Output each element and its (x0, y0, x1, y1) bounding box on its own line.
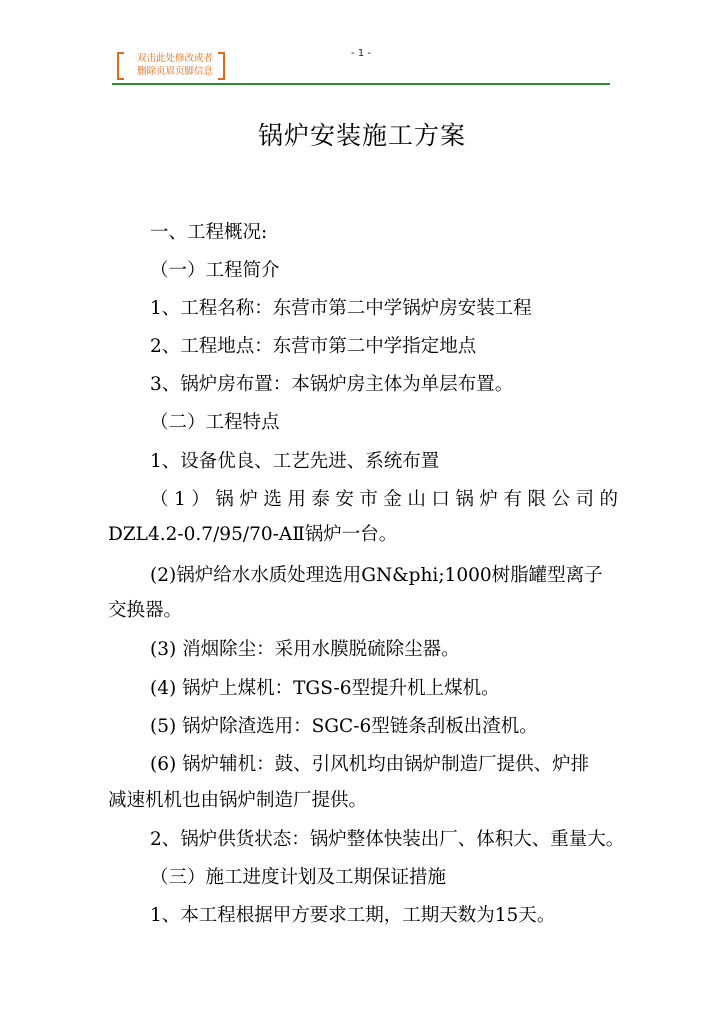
subsection-heading-schedule: （三）施工进度计划及工期保证措施 (150, 867, 447, 888)
paragraph-item-2-line-1: (2)锅炉给水水质处理选用GN&phi;1000树脂罐型离子 (150, 565, 603, 586)
stamp-text-line-1: 双击此处修改或者 (136, 53, 213, 64)
stamp-text-line-2: 删除页眉页脚信息 (136, 66, 213, 77)
paragraph-project-name: 1、工程名称：东营市第二中学锅炉房安装工程 (150, 298, 532, 319)
paragraph-item-6-line-1: (6) 锅炉辅机：鼓、引风机均由锅炉制造厂提供、炉排 (150, 754, 590, 775)
paragraph-schedule-duration: 1、本工程根据甲方要求工期，工期天数为15天。 (150, 905, 556, 926)
section-heading-overview: 一、工程概况: (150, 222, 268, 243)
paragraph-item-1-line-1: （1）锅炉选用泰安市金山口锅炉有限公司的 (150, 489, 618, 510)
paragraph-project-location: 2、工程地点：东营市第二中学指定地点 (150, 336, 477, 357)
paragraph-supply-status: 2、锅炉供货状态：锅炉整体快装出厂、体积大、重量大。 (150, 829, 625, 850)
paragraph-item-4: (4) 锅炉上煤机：TGS-6型提升机上煤机。 (150, 678, 500, 699)
header-divider (112, 83, 610, 85)
page-number: - 1 - (351, 48, 371, 59)
subsection-heading-intro: （一）工程简介 (150, 260, 280, 281)
stamp-left-bracket (117, 52, 124, 80)
paragraph-item-6-line-2: 减速机机也由锅炉制造厂提供。 (108, 790, 368, 811)
paragraph-item-1-line-2: DZL4.2-0.7/95/70-AⅡ锅炉一台。 (108, 524, 398, 545)
paragraph-item-5: (5) 锅炉除渣选用：SGC-6型链条刮板出渣机。 (150, 716, 538, 737)
subsection-heading-features: （二）工程特点 (150, 412, 280, 433)
stamp-right-bracket (218, 52, 225, 80)
header-edit-stamp[interactable] (115, 50, 227, 80)
paragraph-boiler-room-layout: 3、锅炉房布置：本锅炉房主体为单层布置。 (150, 374, 514, 395)
paragraph-item-3: (3) 消烟除尘：采用水膜脱硫除尘器。 (150, 639, 460, 660)
paragraph-equipment: 1、设备优良、工艺先进、系统布置 (150, 451, 440, 472)
paragraph-item-2-line-2: 交换器。 (108, 600, 183, 621)
document-title: 锅炉安装施工方案 (257, 121, 466, 150)
